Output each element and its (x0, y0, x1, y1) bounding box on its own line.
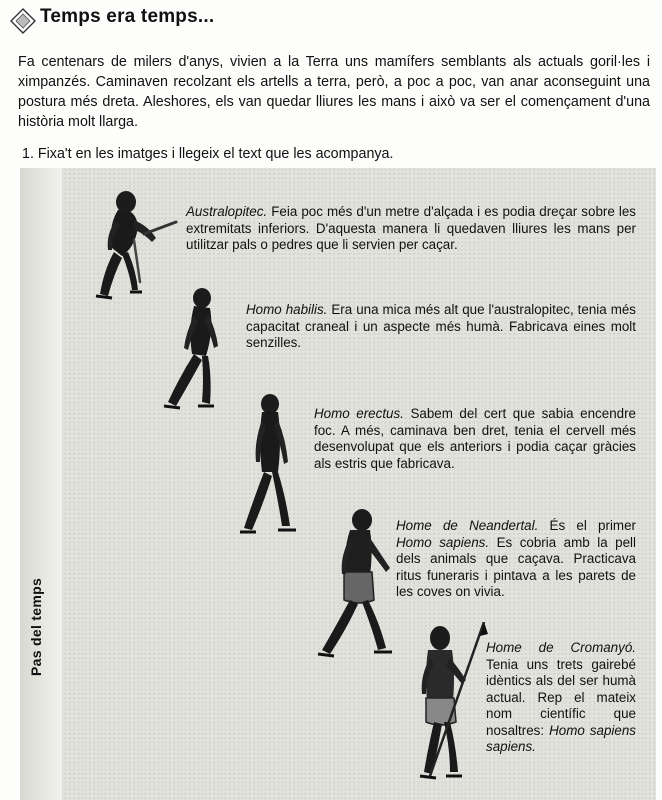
homo-erectus-figure (226, 390, 316, 538)
page-title: Temps era temps... (40, 6, 215, 27)
species-name: Home de Cromanyó. (486, 640, 636, 655)
species-name: Home de Neandertal. (396, 518, 539, 533)
evolution-panel (20, 168, 656, 800)
exercise-instruction: 1. Fixa't en les imatges i llegeix el text que les acompanya. (22, 146, 394, 162)
panel-side-strip (20, 168, 62, 800)
intro-paragraph: Fa centenars de milers d'anys, vivien a la Terra uns mamífers semblants als actuals goril·les i ximpanzés. Caminaven recolzant els artells a terra, però, a poc a poc, van anar aconseguint una postura més dreta. Aleshores, els van quedar lliures les mans i això va ser el començament d'una història molt llarga. (18, 54, 650, 130)
diamond-bullet-icon (10, 8, 36, 34)
homo-habilis-description: Homo habilis. Era una mica més alt que l'australopitec, tenia més capacitat craneal i un aspecte més humà. Fabricava eines molt senzilles. (246, 302, 636, 350)
cromagnon-description: Home de Cromanyó. Tenia uns trets gairebé idèntics als del ser humà actual. Rep el mateix nom científic que nosaltres: Homo sapiens sapiens. (486, 640, 636, 754)
neanderthal-figure (306, 504, 406, 660)
cromagnon-figure (394, 622, 494, 782)
timeline-label: Pas del temps (28, 577, 44, 676)
species-name: Homo erectus. (314, 406, 404, 421)
species-name: Australopitec. (186, 204, 268, 219)
neanderthal-description: Home de Neandertal. És el primer Homo sapiens. Es cobria amb la pell dels animals que caçava. Practicava ritus funeraris i pintava a les parets de les coves on vivia. (396, 518, 636, 599)
australopithecus-description: Australopitec. Feia poc més d'un metre d'alçada i es podia dreçar sobre les extremitats inferiors. D'aquesta manera li quedaven lliures les mans per utilitzar pals o pedres que li servien per caçar. (186, 204, 636, 252)
species-name: Homo habilis. (246, 302, 328, 317)
homo-erectus-description: Homo erectus. Sabem del cert que sabia encendre foc. A més, caminava ben dret, tenia el cervell més desenvolupat que els anteriors i podia caçar gràcies als estris que fabricava. (314, 406, 636, 471)
